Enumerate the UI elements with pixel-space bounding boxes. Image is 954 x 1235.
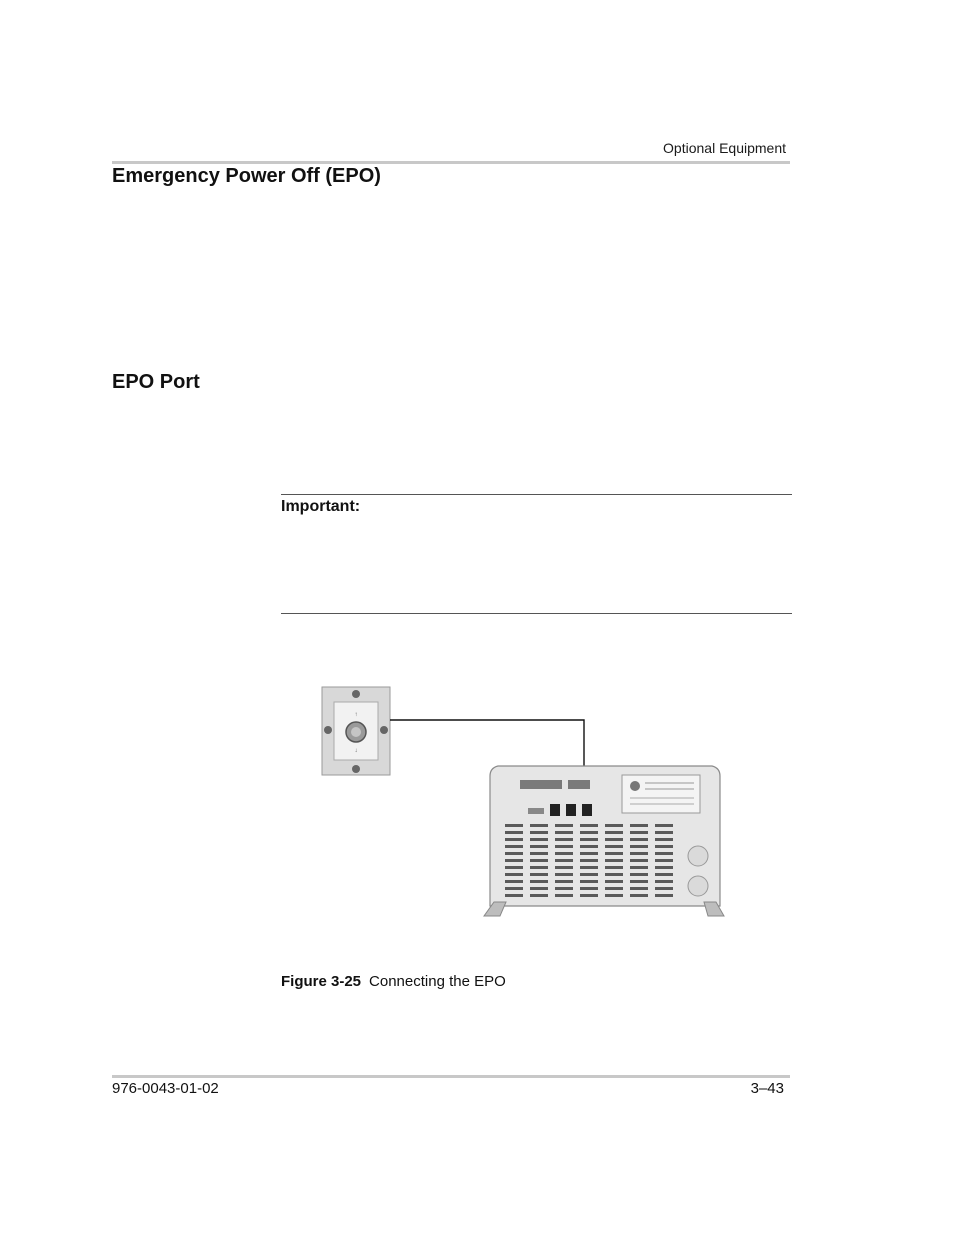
running-header: Optional Equipment [663,140,786,156]
epo-connection-figure [300,680,760,940]
epo-switch-image [322,687,390,775]
section-title-epo: Emergency Power Off (EPO) [112,165,381,187]
section-title-epo-port: EPO Port [112,371,200,393]
header-rule [112,161,790,164]
page-number: 3–43 [750,1080,784,1097]
svg-text:↑: ↑ [354,712,358,718]
footer-rule [112,1075,790,1078]
note-rule-bottom [281,613,792,614]
figure-caption [281,973,506,990]
svg-text:↓: ↓ [354,748,358,754]
figure-number: Figure 3-25 [281,973,362,990]
figure-caption-text: Connecting the EPO [369,973,506,990]
note-rule-top [281,494,792,495]
document-number: 976-0043-01-02 [112,1080,219,1097]
inverter-unit-image [484,766,724,916]
important-note-label: Important: [281,498,361,515]
